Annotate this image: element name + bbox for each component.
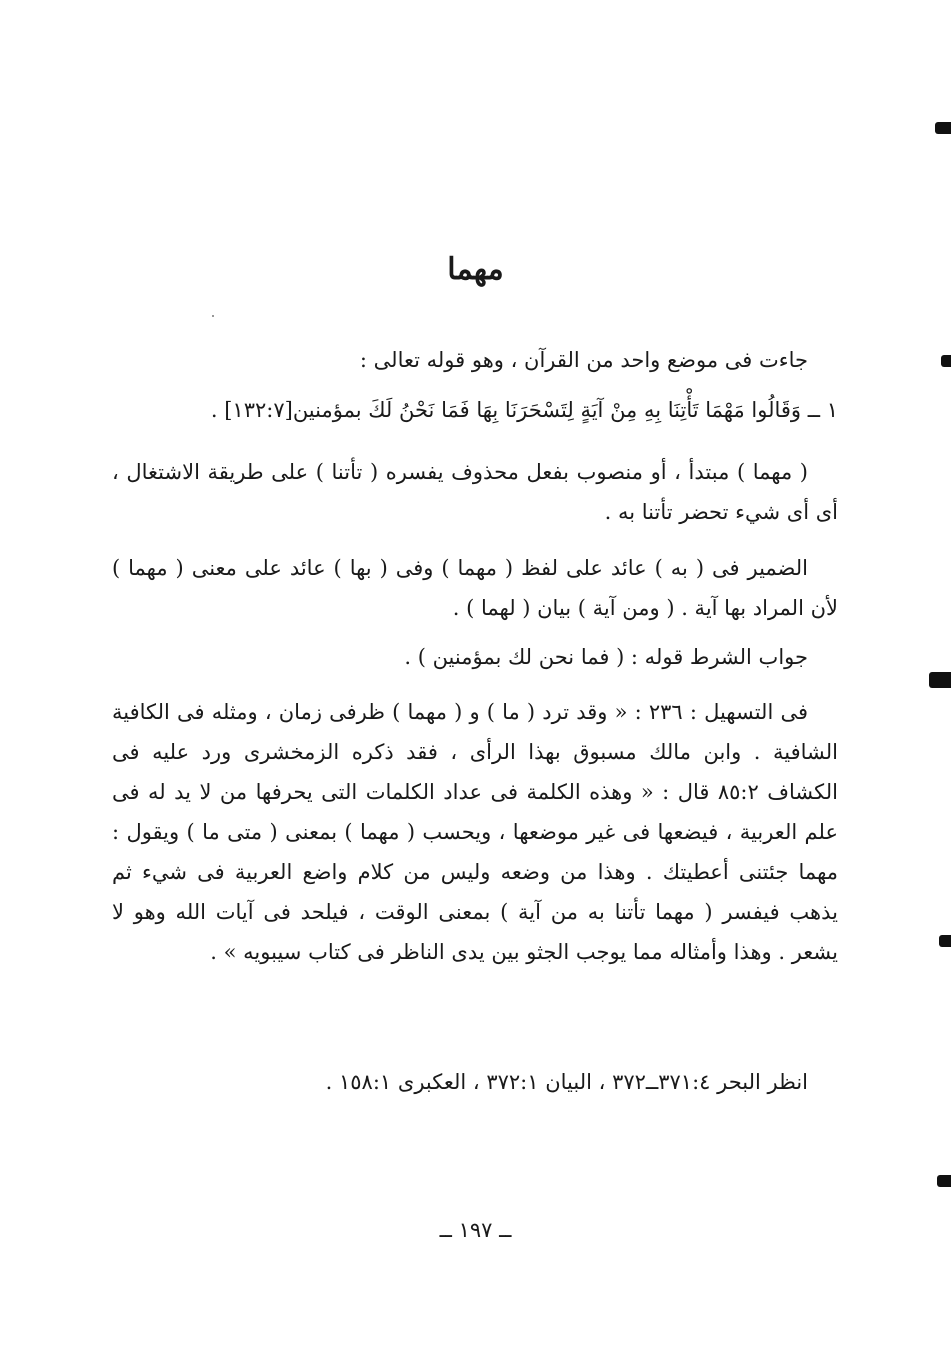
binding-mark [929, 672, 951, 688]
quran-verse: ١ ــ وَقَالُوا مَهْمَا تَأْتِنَا بِهِ مِنْ آيَةٍ لِتَسْحَرَنَا بِهَا فَمَا نَحْنُ لَكَ بمؤمنين[١٣٢:٧] . [210, 398, 838, 422]
grammar-explanation-paragraph: ( مهما ) مبتدأ ، أو منصوب بفعل محذوف يفسره ( تأتنا ) على طريقة الاشتغال ، أى أى شيء تحضر تأتنا به . [112, 460, 838, 524]
scan-speck [212, 315, 214, 317]
page-title: مهما [447, 252, 504, 287]
binding-mark [935, 122, 951, 134]
binding-mark [939, 935, 951, 947]
intro-paragraph: جاءت فى موضع واحد من القرآن ، وهو قوله تعالى : [359, 348, 808, 372]
binding-mark [937, 1175, 951, 1187]
conditional-answer-paragraph: جواب الشرط قوله : ( فما نحن لك بمؤمنين ) . [404, 645, 808, 669]
tashil-quote-paragraph: فى التسهيل : ٢٣٦ : « وقد ترد ( ما ) و ( مهما ) ظرفى زمان ، ومثله فى الكافية الشافية . وابن مالك مسبوق بهذا الرأى ، فقد ذكره الزمخشرى ورد عليه فى الكشاف ٨٥:٢ قال : « وهذه الكلمة فى عداد الكلمات التى يحرفها من لا يد له فى علم العربية ، فيضعها فى غير موضعها ، ويحسب ( مهما ) بمعنى ( متى ما ) ويقول : مهما جئتنى أعطيتك . وهذا من وضعه وليس من كلام واضع العربية فى شيء ثم يذهب فيفسر ( مهما تأتنا به من آية ) بمعنى الوقت ، فيلحد فى آيات الله وهو لا يشعر . وهذا وأمثاله مما يوجب الجثو بين يدى الناظر فى كتاب سيبويه » . [112, 700, 838, 964]
binding-mark [941, 355, 951, 367]
page-number: ــ ١٩٧ ــ [439, 1218, 512, 1242]
references-paragraph: انظر البحر ٣٧١:٤ــ٣٧٢ ، البيان ٣٧٢:١ ، العكبرى ١٥٨:١ . [325, 1070, 808, 1094]
pronoun-paragraph: الضمير فى ( به ) عائد على لفظ ( مهما ) وفى ( بها ) عائد على معنى ( مهما ) لأن المراد بها آية . ( ومن آية ) بيان ( لهما ) . [112, 556, 838, 620]
